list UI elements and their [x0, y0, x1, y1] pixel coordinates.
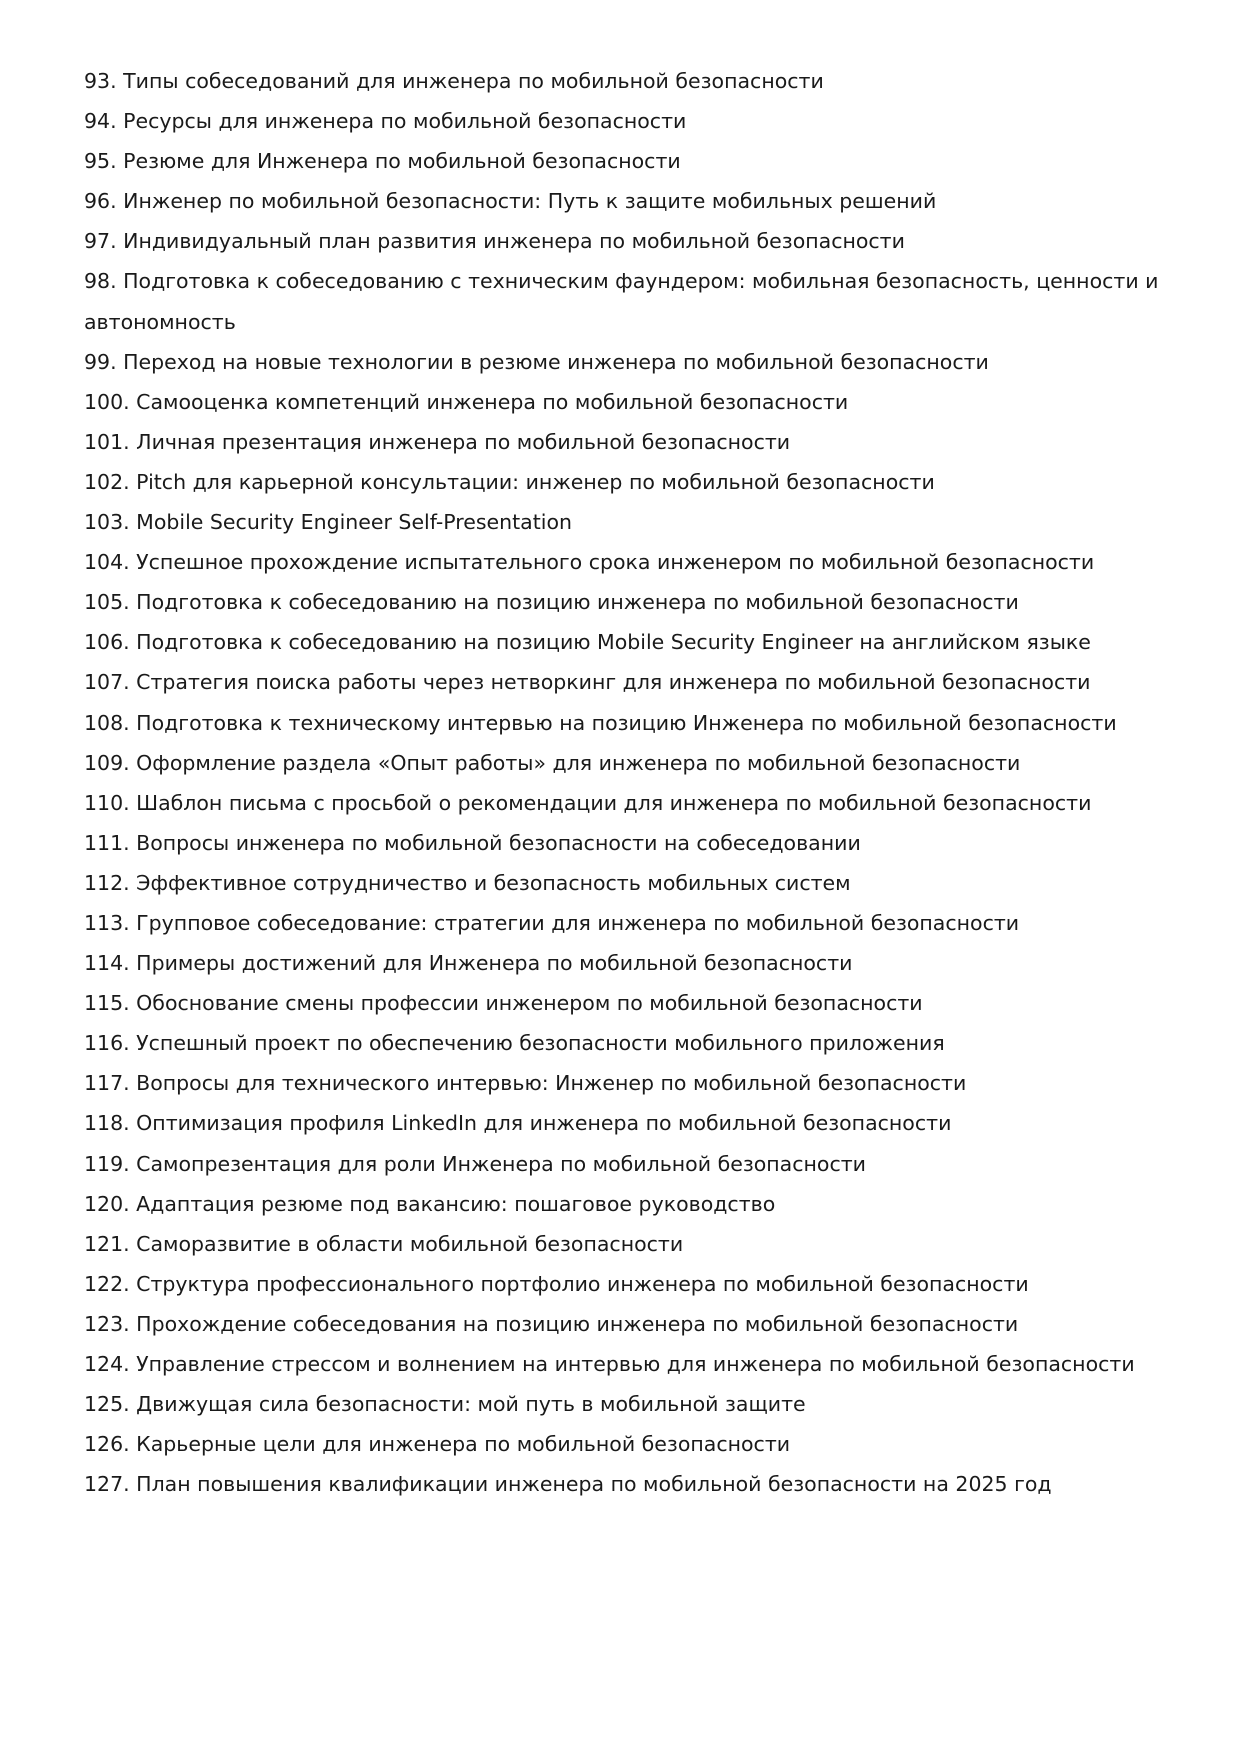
list-item: 124. Управление стрессом и волнением на интервью для инженера по мобильной безопасности	[84, 1352, 1135, 1376]
list-item: 94. Ресурсы для инженера по мобильной безопасности	[84, 109, 687, 134]
list-item: 93. Типы собеседований для инженера по мобильной безопасности	[84, 69, 824, 93]
list-item: 104. Успешное прохождение испытательного срока инженером по мобильной безопасности	[84, 550, 1095, 575]
list-item: 112. Эффективное сотрудничество и безопасность мобильных систем	[84, 870, 851, 895]
list-item: 110. Шаблон письма с просьбой о рекомендации для инженера по мобильной безопасности	[84, 790, 1092, 815]
list-item: 122. Структура профессионального портфолио инженера по мобильной безопасности	[84, 1271, 1029, 1296]
list-item: 118. Оптимизация профиля LinkedIn для инженера по мобильной безопасности	[84, 1111, 952, 1136]
list-item: 109. Оформление раздела «Опыт работы» для инженера по мобильной безопасности	[84, 750, 1021, 775]
list-item: 117. Вопросы для технического интервью: Инженер по мобильной безопасности	[84, 1071, 967, 1096]
list-item: 103. Mobile Security Engineer Self-Presentation	[84, 510, 572, 535]
list-item: 121. Саморазвитие в области мобильной безопасности	[84, 1231, 684, 1256]
list-item: 101. Личная презентация инженера по мобильной безопасности	[84, 429, 791, 454]
list-item: 97. Индивидуальный план развития инженера по мобильной безопасности	[84, 229, 905, 254]
list-item: 99. Переход на новые технологии в резюме инженера по мобильной безопасности	[84, 349, 989, 374]
list-item: 102. Pitch для карьерной консультации: инженер по мобильной безопасности	[84, 469, 935, 494]
list-item: 105. Подготовка к собеседованию на позицию инженера по мобильной безопасности	[84, 590, 1019, 615]
list-item: 119. Самопрезентация для роли Инженера по мобильной безопасности	[84, 1151, 866, 1176]
list-item: 98. Подготовка к собеседованию с техническим фаундером: мобильная безопасность, ценности и автономность	[84, 269, 1159, 334]
list-item: 111. Вопросы инженера по мобильной безопасности на собеседовании	[84, 830, 861, 855]
list-item: 125. Движущая сила безопасности: мой путь в мобильной защите	[84, 1392, 806, 1417]
list-item: 115. Обоснование смены профессии инженером по мобильной безопасности	[84, 991, 923, 1016]
list-item: 107. Стратегия поиска работы через нетворкинг для инженера по мобильной безопасности	[84, 670, 1091, 695]
list-item: 114. Примеры достижений для Инженера по мобильной безопасности	[84, 951, 853, 976]
list-item: 116. Успешный проект по обеспечению безопасности мобильного приложения	[84, 1031, 945, 1056]
list-item: 108. Подготовка к техническому интервью на позицию Инженера по мобильной безопасности	[84, 710, 1117, 735]
list-item: 126. Карьерные цели для инженера по мобильной безопасности	[84, 1432, 791, 1457]
list-item: 120. Адаптация резюме под вакансию: пошаговое руководство	[84, 1191, 776, 1216]
list-item: 106. Подготовка к собеседованию на позицию Mobile Security Engineer на английском языке	[84, 630, 1091, 655]
list-item: 123. Прохождение собеседования на позицию инженера по мобильной безопасности	[84, 1311, 1019, 1336]
list-item: 127. План повышения квалификации инженера по мобильной безопасности на 2025 год	[84, 1472, 1052, 1497]
list-item: 100. Самооценка компетенций инженера по мобильной безопасности	[84, 389, 849, 414]
list-item: 96. Инженер по мобильной безопасности: Путь к защите мобильных решений	[84, 189, 937, 214]
topic-list	[84, 61, 1164, 1504]
list-item: 95. Резюме для Инженера по мобильной безопасности	[84, 149, 681, 174]
list-item: 113. Групповое собеседование: стратегии для инженера по мобильной безопасности	[84, 910, 1020, 935]
